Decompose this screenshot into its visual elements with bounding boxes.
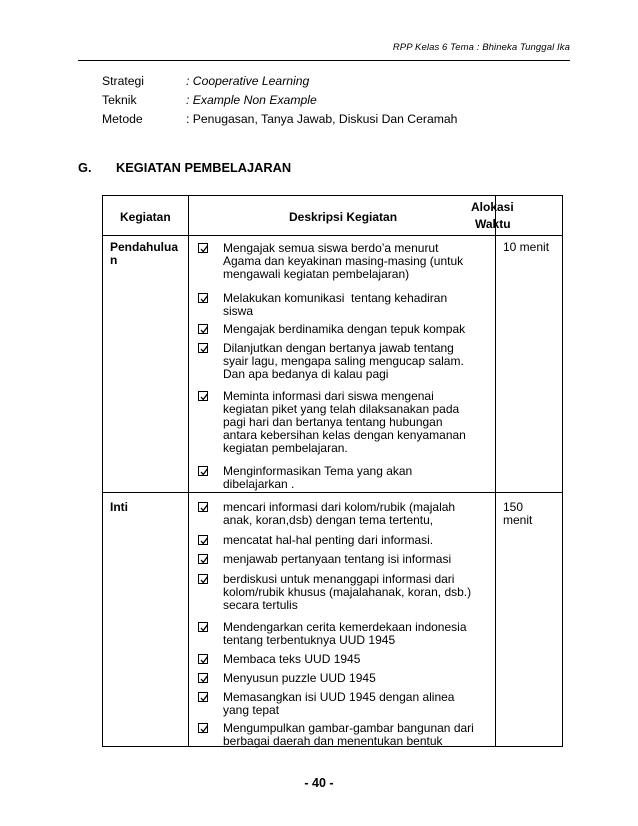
meta-strategi-value: : Cooperative Learning (186, 74, 310, 88)
list-item-text: Meminta informasi dari siswa mengenai kegiatan piket yang telah dilaksanakan pada pagi hari dan bertanya tentang hubungan antara kebersihan kelas dengan kenyamanan kegiatan pembelajaran. (223, 389, 466, 455)
meta-teknik-value: : Example Non Example (186, 93, 317, 107)
list-item-text: menjawab pertanyaan tentang isi informasi (223, 552, 452, 566)
list-item-text: Menginformasikan Tema yang akan dibelajarkan . (223, 464, 413, 491)
list-item-text: Membaca teks UUD 1945 (223, 652, 361, 666)
list-item-text: Memasangkan isi UUD 1945 dengan alinea yang tepat (223, 690, 455, 717)
list-item-text: Mengajak berdinamika dengan tepuk kompak (223, 322, 466, 336)
column-divider (188, 196, 189, 746)
list-item-text: Mendengarkan cerita kemerdekaan indonesia tentang terbentuknya UUD 1945 (223, 620, 467, 647)
checkbox-icon (198, 324, 208, 334)
running-header: RPP Kelas 6 Tema : Bhineka Tunggal Ika (392, 42, 570, 53)
section-title: KEGIATAN PEMBELAJARAN (116, 160, 292, 175)
row-category-pendahuluan: Pendahulua n (110, 240, 179, 267)
list-item-text: Mengumpulkan gambar-gambar bangunan dari berbagai daerah dan menentukan bentuk (223, 721, 474, 748)
header-row-divider (103, 235, 562, 236)
checkbox-icon (198, 692, 208, 702)
header-waktu: Waktu (475, 217, 511, 231)
column-divider (495, 196, 496, 746)
meta-strategi-label: Strategi (102, 74, 145, 88)
checkbox-icon (198, 466, 208, 476)
header-deskripsi: Deskripsi Kegiatan (289, 210, 398, 224)
list-item-text: Mengajak semua siswa berdo’a menurut Agama dan keyakinan masing-masing (untuk mengawali kegiatan pembelajaran) (223, 241, 464, 281)
checkbox-icon (198, 502, 208, 512)
list-item-text: mencari informasi dari kolom/rubik (majalah anak, koran,dsb) dengan tema tertentu, (223, 500, 456, 527)
list-item-text: Melakukan komunikasi tentang kehadiran siswa (223, 291, 448, 318)
checkbox-icon (198, 293, 208, 303)
checkbox-icon (198, 723, 208, 733)
section-number: G. (78, 160, 92, 175)
checkbox-icon (198, 654, 208, 664)
page-number: - 40 - (304, 776, 334, 790)
row-time-inti: 150 menit (503, 500, 533, 527)
list-item-text: mencatat hal-hal penting dari informasi. (223, 533, 434, 547)
list-item-text: Dilanjutkan dengan bertanya jawab tentang syair lagu, mengapa saling mengucap salam. Dan apa bedanya di kalau pagi (223, 341, 464, 381)
checkbox-icon (198, 622, 208, 632)
meta-teknik-label: Teknik (102, 93, 137, 107)
meta-metode-label: Metode (102, 112, 143, 126)
checkbox-icon (198, 554, 208, 564)
checkbox-icon (198, 343, 208, 353)
checkbox-icon (198, 673, 208, 683)
checkbox-icon (198, 574, 208, 584)
header-alokasi: Alokasi (471, 200, 514, 214)
list-item-text: berdiskusi untuk menanggapi informasi dari kolom/rubik khusus (majalahanak, koran, dsb.) secara tertulis (223, 572, 472, 612)
row-category-inti: Inti (110, 500, 128, 514)
section-heading (78, 160, 291, 175)
checkbox-icon (198, 535, 208, 545)
row-divider (103, 492, 562, 493)
checkbox-icon (198, 391, 208, 401)
row-time-pendahuluan: 10 menit (503, 240, 550, 254)
activity-table (102, 195, 563, 747)
header-kegiatan: Kegiatan (120, 210, 171, 224)
meta-metode-value: : Penugasan, Tanya Jawab, Diskusi Dan Ceramah (186, 112, 458, 126)
list-item-text: Menyusun puzzle UUD 1945 (223, 671, 376, 685)
checkbox-icon (198, 243, 208, 253)
header-rule (78, 60, 570, 61)
